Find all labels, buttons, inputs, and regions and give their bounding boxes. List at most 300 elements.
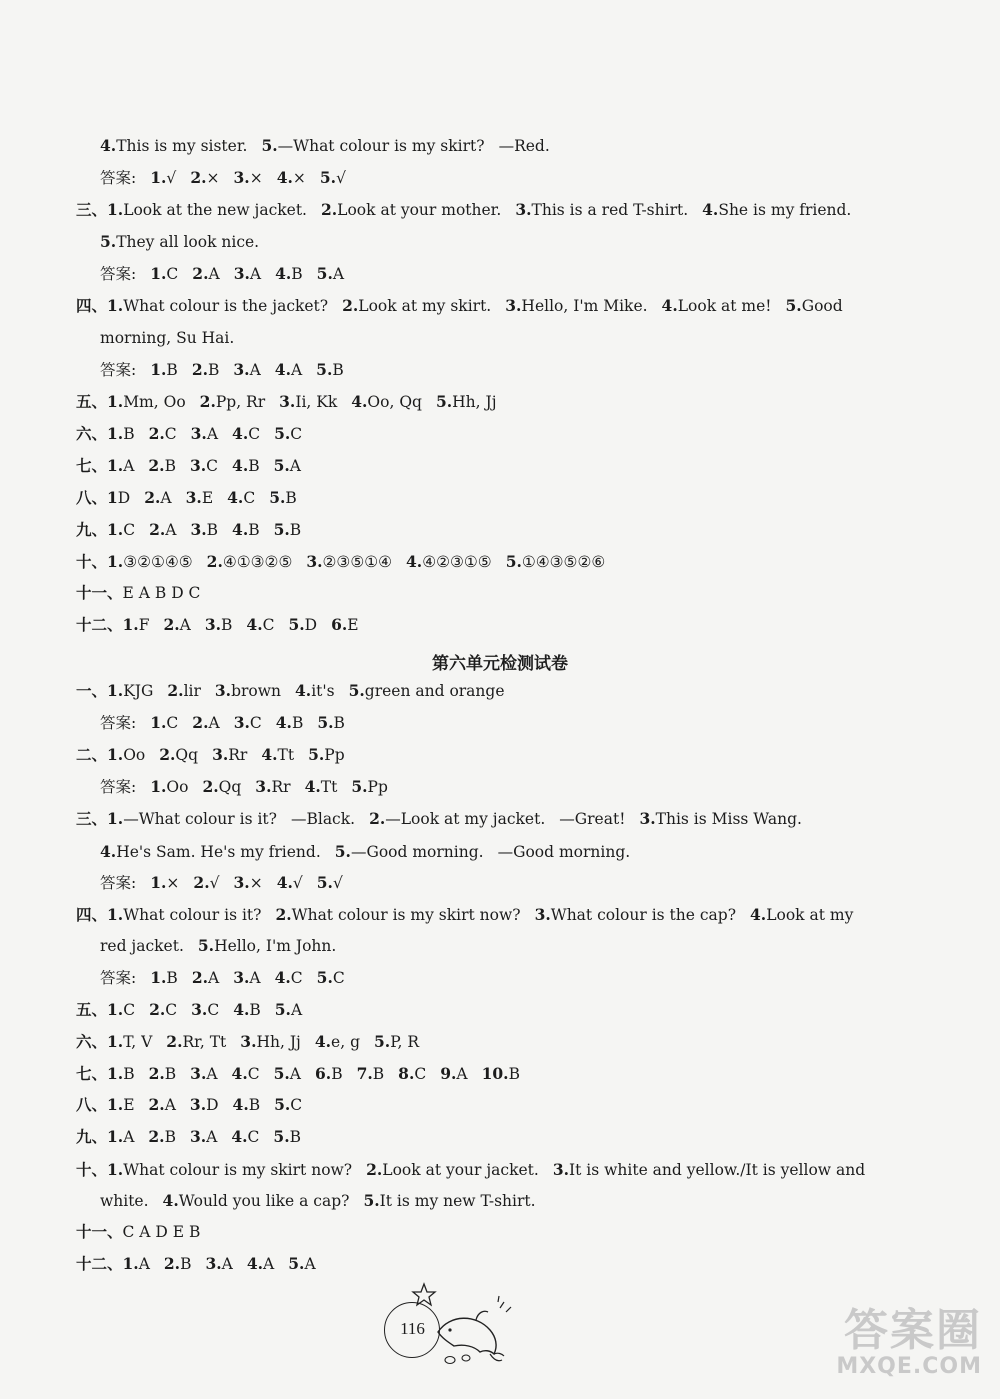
answer-segment	[100, 265, 136, 283]
item-number: 一、1.	[76, 681, 124, 700]
answer-text: 答案:	[100, 169, 137, 187]
answer-segment	[232, 425, 260, 443]
answer-text: This is my sister.	[116, 137, 248, 155]
answer-segment	[276, 714, 304, 732]
answer-segment	[190, 169, 219, 187]
item-number: 3.	[515, 200, 532, 219]
item-number: 2.	[149, 520, 166, 539]
answer-text: C	[166, 265, 179, 283]
answer-segment	[357, 1065, 385, 1083]
answer-segment	[331, 616, 359, 634]
answer-text: He's Sam. He's my friend.	[116, 843, 321, 861]
answer-segment	[335, 843, 484, 861]
answer-segment	[275, 1001, 302, 1019]
item-number: 5.	[273, 520, 290, 539]
answer-text: Good	[801, 297, 843, 315]
answer-segment	[351, 778, 388, 796]
answer-segment	[100, 361, 136, 379]
item-number: 2.	[159, 745, 176, 764]
answer-segment	[234, 874, 263, 892]
answer-text: C	[248, 425, 261, 443]
item-number: 五、1.	[76, 1000, 124, 1019]
item-number: 三、1.	[76, 809, 124, 828]
answer-text: E	[201, 489, 214, 507]
item-number: 七、1.	[76, 456, 124, 475]
answer-segment	[164, 1255, 192, 1273]
answer-line	[76, 583, 200, 603]
item-number: 3.	[204, 615, 222, 634]
item-number: 3.	[233, 264, 250, 283]
item-number: 2.	[206, 552, 223, 571]
item-number: 3.	[505, 296, 522, 315]
answer-text: A	[208, 714, 220, 732]
answer-segment	[291, 810, 355, 828]
answer-segment	[295, 682, 335, 700]
item-number: 2.	[191, 360, 208, 379]
item-number: 5.	[316, 873, 333, 892]
item-number: 2.	[199, 392, 216, 411]
answer-segment	[233, 1096, 261, 1114]
answer-segment	[100, 937, 184, 955]
answer-text: brown	[231, 682, 281, 700]
answer-line	[76, 681, 505, 701]
item-number: 3.	[233, 713, 250, 732]
answer-text: B	[332, 361, 344, 379]
item-number: 1.	[150, 360, 167, 379]
answer-text: —Red.	[498, 137, 550, 155]
answer-text: Pp	[324, 746, 345, 764]
answer-segment	[76, 1255, 150, 1273]
answer-segment	[553, 1161, 865, 1179]
item-number: 4.	[314, 1032, 332, 1051]
answer-segment	[306, 553, 392, 571]
answer-text: A	[138, 1255, 150, 1273]
answer-text: This is a red T-shirt.	[531, 201, 689, 219]
item-number: 四、1.	[76, 296, 124, 315]
answer-text: √	[336, 169, 346, 187]
answer-segment	[76, 616, 149, 634]
answer-text: B	[249, 1001, 261, 1019]
answer-text: Look at the new jacket.	[123, 201, 307, 219]
answer-segment	[159, 746, 198, 764]
item-number: 九、1.	[76, 1127, 124, 1146]
answer-line	[76, 1254, 316, 1274]
item-number: 10.	[481, 1064, 509, 1083]
answer-line	[100, 136, 550, 156]
answer-segment	[786, 297, 843, 315]
answer-text: Mm, Oo	[123, 393, 186, 411]
item-number: 4.	[232, 1095, 249, 1114]
answer-segment	[100, 233, 259, 251]
item-number: 十、1.	[76, 1160, 124, 1179]
item-number: 5.	[197, 936, 215, 955]
item-number: 5.	[308, 745, 325, 764]
answer-text: B	[291, 714, 304, 732]
item-number: 2.	[148, 1064, 165, 1083]
item-number: 3.	[214, 681, 232, 700]
item-number: 4.	[750, 905, 767, 924]
item-number: 3.	[190, 424, 207, 443]
item-number: 5.	[269, 488, 286, 507]
watermark-logo	[780, 1290, 990, 1390]
answer-segment	[149, 1065, 177, 1083]
answer-segment	[100, 329, 234, 347]
answer-line	[76, 1064, 520, 1084]
answer-text: —Good morning.	[497, 843, 631, 861]
answer-text: B	[285, 489, 297, 507]
answer-text: red jacket.	[100, 937, 184, 955]
answer-segment	[212, 746, 247, 764]
answer-segment	[200, 393, 265, 411]
answer-segment	[308, 746, 345, 764]
answer-text: P, R	[390, 1033, 420, 1051]
answer-text: ①④③⑤②⑥	[521, 553, 606, 571]
answer-segment	[279, 393, 337, 411]
item-number: 5.	[334, 842, 351, 861]
item-number: 3.	[233, 873, 250, 892]
answer-segment	[363, 1192, 535, 1210]
item-number: 4.	[162, 1191, 179, 1210]
item-number: 3.	[185, 488, 202, 507]
item-number: 五、1.	[76, 392, 124, 411]
answer-line	[100, 936, 336, 956]
answer-line	[100, 360, 344, 380]
item-number: 3.	[190, 1064, 207, 1083]
answer-segment	[148, 1128, 176, 1146]
item-number: 4.	[304, 777, 321, 796]
item-number: 4.	[100, 136, 117, 155]
answer-segment	[167, 682, 201, 700]
answer-segment	[499, 137, 550, 155]
answer-segment	[100, 778, 136, 796]
answer-segment	[76, 1128, 134, 1146]
answer-segment	[274, 1096, 302, 1114]
item-number: 4.	[231, 1127, 248, 1146]
answer-text: T, V	[123, 1033, 153, 1051]
item-number: 4.	[661, 296, 678, 315]
answer-text: √	[292, 874, 303, 892]
answer-text: —What colour is my skirt?	[277, 137, 485, 155]
answer-text: A	[221, 1255, 233, 1273]
item-number: 5.	[288, 1254, 305, 1273]
answer-segment	[190, 1065, 217, 1083]
answer-text: E A B D C	[122, 584, 201, 602]
page-number: 116	[400, 1319, 425, 1338]
item-number: 2.	[192, 713, 209, 732]
answer-line	[76, 296, 843, 316]
item-number: 3.	[279, 392, 296, 411]
answer-segment	[100, 169, 136, 187]
answer-text: A	[208, 265, 220, 283]
answer-segment	[440, 1065, 467, 1083]
answer-line	[76, 615, 359, 635]
item-number: 2.	[148, 456, 165, 475]
answer-text: —Great!	[559, 810, 626, 828]
answer-text: B	[164, 1065, 177, 1083]
item-number: 5.	[374, 1032, 391, 1051]
answer-segment	[305, 778, 338, 796]
answer-segment	[193, 874, 219, 892]
answer-text: B	[166, 361, 178, 379]
item-number: 六、1.	[76, 424, 124, 443]
answer-segment	[163, 616, 190, 634]
answer-segment	[76, 1001, 135, 1019]
answer-segment	[207, 553, 293, 571]
item-number: 6.	[331, 615, 348, 634]
item-number: 1.	[150, 968, 167, 987]
answer-segment	[205, 616, 233, 634]
item-number: 十、1.	[76, 552, 124, 571]
watermark-en: MXQE.COM	[836, 1354, 982, 1379]
answer-text: C	[243, 489, 256, 507]
item-number: 5.	[505, 552, 522, 571]
answer-line	[76, 456, 301, 476]
item-number: 1.	[150, 713, 167, 732]
item-number: 2.	[148, 424, 165, 443]
answer-line	[76, 552, 605, 572]
answer-text: Tt	[277, 746, 295, 764]
item-number: 5.	[316, 968, 333, 987]
answer-segment	[275, 906, 520, 924]
answer-line	[100, 777, 388, 797]
answer-line	[76, 1000, 302, 1020]
answer-text: A	[456, 1065, 468, 1083]
answer-segment	[275, 265, 303, 283]
answer-text: B	[372, 1065, 385, 1083]
answer-segment	[149, 1096, 176, 1114]
item-number: 4.	[232, 520, 249, 539]
answer-line	[76, 1160, 865, 1180]
item-number: 4.	[351, 392, 368, 411]
answer-segment	[317, 714, 345, 732]
answer-segment	[436, 393, 497, 411]
item-number: 4.	[227, 488, 244, 507]
answer-text: C	[262, 616, 275, 634]
answer-text: 答案:	[100, 361, 137, 379]
answer-text: A	[332, 265, 345, 283]
answer-text: C	[332, 969, 345, 987]
answer-segment	[163, 1192, 350, 1210]
answer-segment	[76, 906, 261, 924]
item-number: 3.	[233, 968, 250, 987]
answer-segment	[231, 1128, 259, 1146]
answer-text: What colour is it?	[123, 906, 262, 924]
item-number: 5.	[317, 713, 334, 732]
answer-text: Would you like a cap?	[178, 1192, 350, 1210]
answer-line	[76, 1032, 419, 1052]
answer-segment	[76, 201, 307, 219]
item-number: 九、1.	[76, 520, 124, 539]
item-number: 3.	[212, 745, 229, 764]
answer-text: —Good morning.	[350, 843, 484, 861]
item-number: 2.	[163, 615, 180, 634]
answer-text: Rr, Tt	[182, 1033, 227, 1051]
answer-segment	[315, 1065, 343, 1083]
item-number: 2.	[275, 905, 292, 924]
item-number: 二、1.	[76, 745, 124, 764]
answer-segment	[76, 1033, 152, 1051]
answer-segment	[76, 553, 193, 571]
answer-segment	[288, 616, 317, 634]
item-number: 八、1.	[76, 1095, 124, 1114]
answer-text: B	[248, 521, 260, 539]
answer-segment	[76, 1096, 135, 1114]
answer-text: B	[508, 1065, 520, 1083]
answer-text: They all look nice.	[116, 233, 260, 251]
answer-segment	[150, 361, 178, 379]
item-number: 2.	[192, 264, 209, 283]
item-number: 十二、1.	[76, 615, 139, 634]
answer-segment	[148, 457, 176, 475]
answer-text: C	[249, 714, 262, 732]
item-number: 2.	[148, 1127, 165, 1146]
answer-text: e, g	[331, 1033, 360, 1051]
answer-text: Oo, Qq	[367, 393, 422, 411]
answer-segment	[192, 361, 220, 379]
answer-text: C	[247, 1128, 260, 1146]
answer-text: F	[138, 616, 150, 634]
answer-text: Look at your mother.	[337, 201, 502, 219]
answer-line	[76, 905, 853, 925]
answer-text: A	[206, 425, 219, 443]
item-number: 2.	[369, 809, 386, 828]
item-number: 十一、	[76, 1222, 123, 1241]
answer-text: E	[347, 616, 359, 634]
item-number: 2.	[144, 488, 161, 507]
answer-text: B	[289, 1128, 301, 1146]
item-number: 2.	[149, 1000, 166, 1019]
answer-segment	[192, 265, 219, 283]
answer-segment	[255, 778, 290, 796]
answer-text: KJG	[123, 682, 154, 700]
answer-segment	[639, 810, 802, 828]
answer-text: A	[206, 1128, 218, 1146]
answer-segment	[662, 297, 772, 315]
answer-segment	[166, 1033, 226, 1051]
answer-segment	[150, 778, 188, 796]
answer-segment	[149, 521, 176, 539]
answer-segment	[100, 1192, 149, 1210]
answer-segment	[273, 1128, 301, 1146]
item-number: 5.	[274, 424, 291, 443]
answer-segment	[191, 425, 218, 443]
answer-segment	[233, 361, 260, 379]
item-number: 2.	[163, 1254, 181, 1273]
answer-segment	[150, 874, 179, 892]
answer-text: Look at my skirt.	[358, 297, 492, 315]
answer-text: B	[164, 1128, 176, 1146]
answer-segment	[76, 1065, 135, 1083]
answer-text: Rr	[228, 746, 248, 764]
answer-text: 答案:	[100, 874, 137, 892]
item-number: 4.	[702, 200, 719, 219]
answer-segment	[349, 682, 505, 700]
answer-text: green and orange	[364, 682, 505, 700]
item-number: 3.	[233, 360, 250, 379]
answer-text: B	[166, 969, 178, 987]
answer-segment	[76, 521, 135, 539]
item-number: 5.	[316, 264, 333, 283]
item-number: 4.	[246, 615, 263, 634]
answer-line	[76, 745, 345, 765]
answer-text: A	[123, 457, 135, 475]
answer-segment	[369, 810, 545, 828]
answer-text: B	[206, 521, 219, 539]
item-number: 5.	[351, 777, 368, 796]
item-number: 2.	[202, 777, 219, 796]
answer-segment	[515, 201, 688, 219]
item-number: 5.	[273, 1064, 290, 1083]
item-number: 2.	[191, 968, 208, 987]
answer-text: ④①③②⑤	[222, 553, 293, 571]
item-number: 3.	[240, 1032, 257, 1051]
item-number: 5.	[261, 136, 278, 155]
answer-text: A	[165, 521, 177, 539]
answer-text: D	[304, 616, 318, 634]
answer-segment	[100, 137, 247, 155]
answer-segment	[150, 265, 178, 283]
item-number: 4.	[232, 424, 249, 443]
answer-text: C	[247, 1065, 260, 1083]
answer-text: A	[249, 265, 262, 283]
answer-segment	[398, 1065, 426, 1083]
item-number: 4.	[100, 842, 117, 861]
answer-text: B	[289, 521, 302, 539]
answer-text: B	[248, 1096, 261, 1114]
answer-segment	[215, 682, 281, 700]
item-number: 八、1	[76, 488, 118, 507]
answer-text: This is Miss Wang.	[655, 810, 802, 828]
answer-segment	[506, 553, 606, 571]
item-number: 5.	[435, 392, 453, 411]
answer-text: —What colour is it?	[123, 810, 277, 828]
answer-line	[100, 873, 343, 893]
answer-text: Look at my	[766, 906, 854, 924]
answer-segment	[274, 425, 302, 443]
answer-segment	[227, 489, 255, 507]
answer-segment	[246, 616, 274, 634]
answer-text: C	[290, 425, 303, 443]
answer-text: A	[206, 1065, 218, 1083]
item-number: 4.	[261, 745, 278, 764]
item-number: 5.	[348, 681, 365, 700]
answer-text: Hh, Jj	[256, 1033, 301, 1051]
answer-text: B	[180, 1255, 192, 1273]
answer-segment	[247, 1255, 274, 1273]
answer-segment	[100, 969, 136, 987]
answer-text: A	[249, 361, 261, 379]
answer-segment	[76, 425, 135, 443]
item-number: 1.	[150, 168, 167, 187]
item-number: 4.	[231, 1064, 248, 1083]
answer-text: Ii, Kk	[295, 393, 338, 411]
answer-segment	[232, 521, 260, 539]
answer-text: Look at your jacket.	[382, 1161, 539, 1179]
answer-line	[100, 1191, 536, 1211]
answer-segment	[76, 297, 328, 315]
item-number: 5.	[273, 1127, 290, 1146]
answer-segment	[186, 489, 214, 507]
answer-segment	[234, 714, 262, 732]
answer-line	[100, 713, 345, 733]
answer-text: B	[164, 457, 176, 475]
answer-segment	[192, 969, 219, 987]
item-number: 3.	[189, 1127, 207, 1146]
answer-text: A	[208, 969, 220, 987]
answer-segment	[234, 265, 261, 283]
answer-text: It is white and yellow./It is yellow and	[569, 1161, 866, 1179]
answer-text: B	[123, 1065, 135, 1083]
